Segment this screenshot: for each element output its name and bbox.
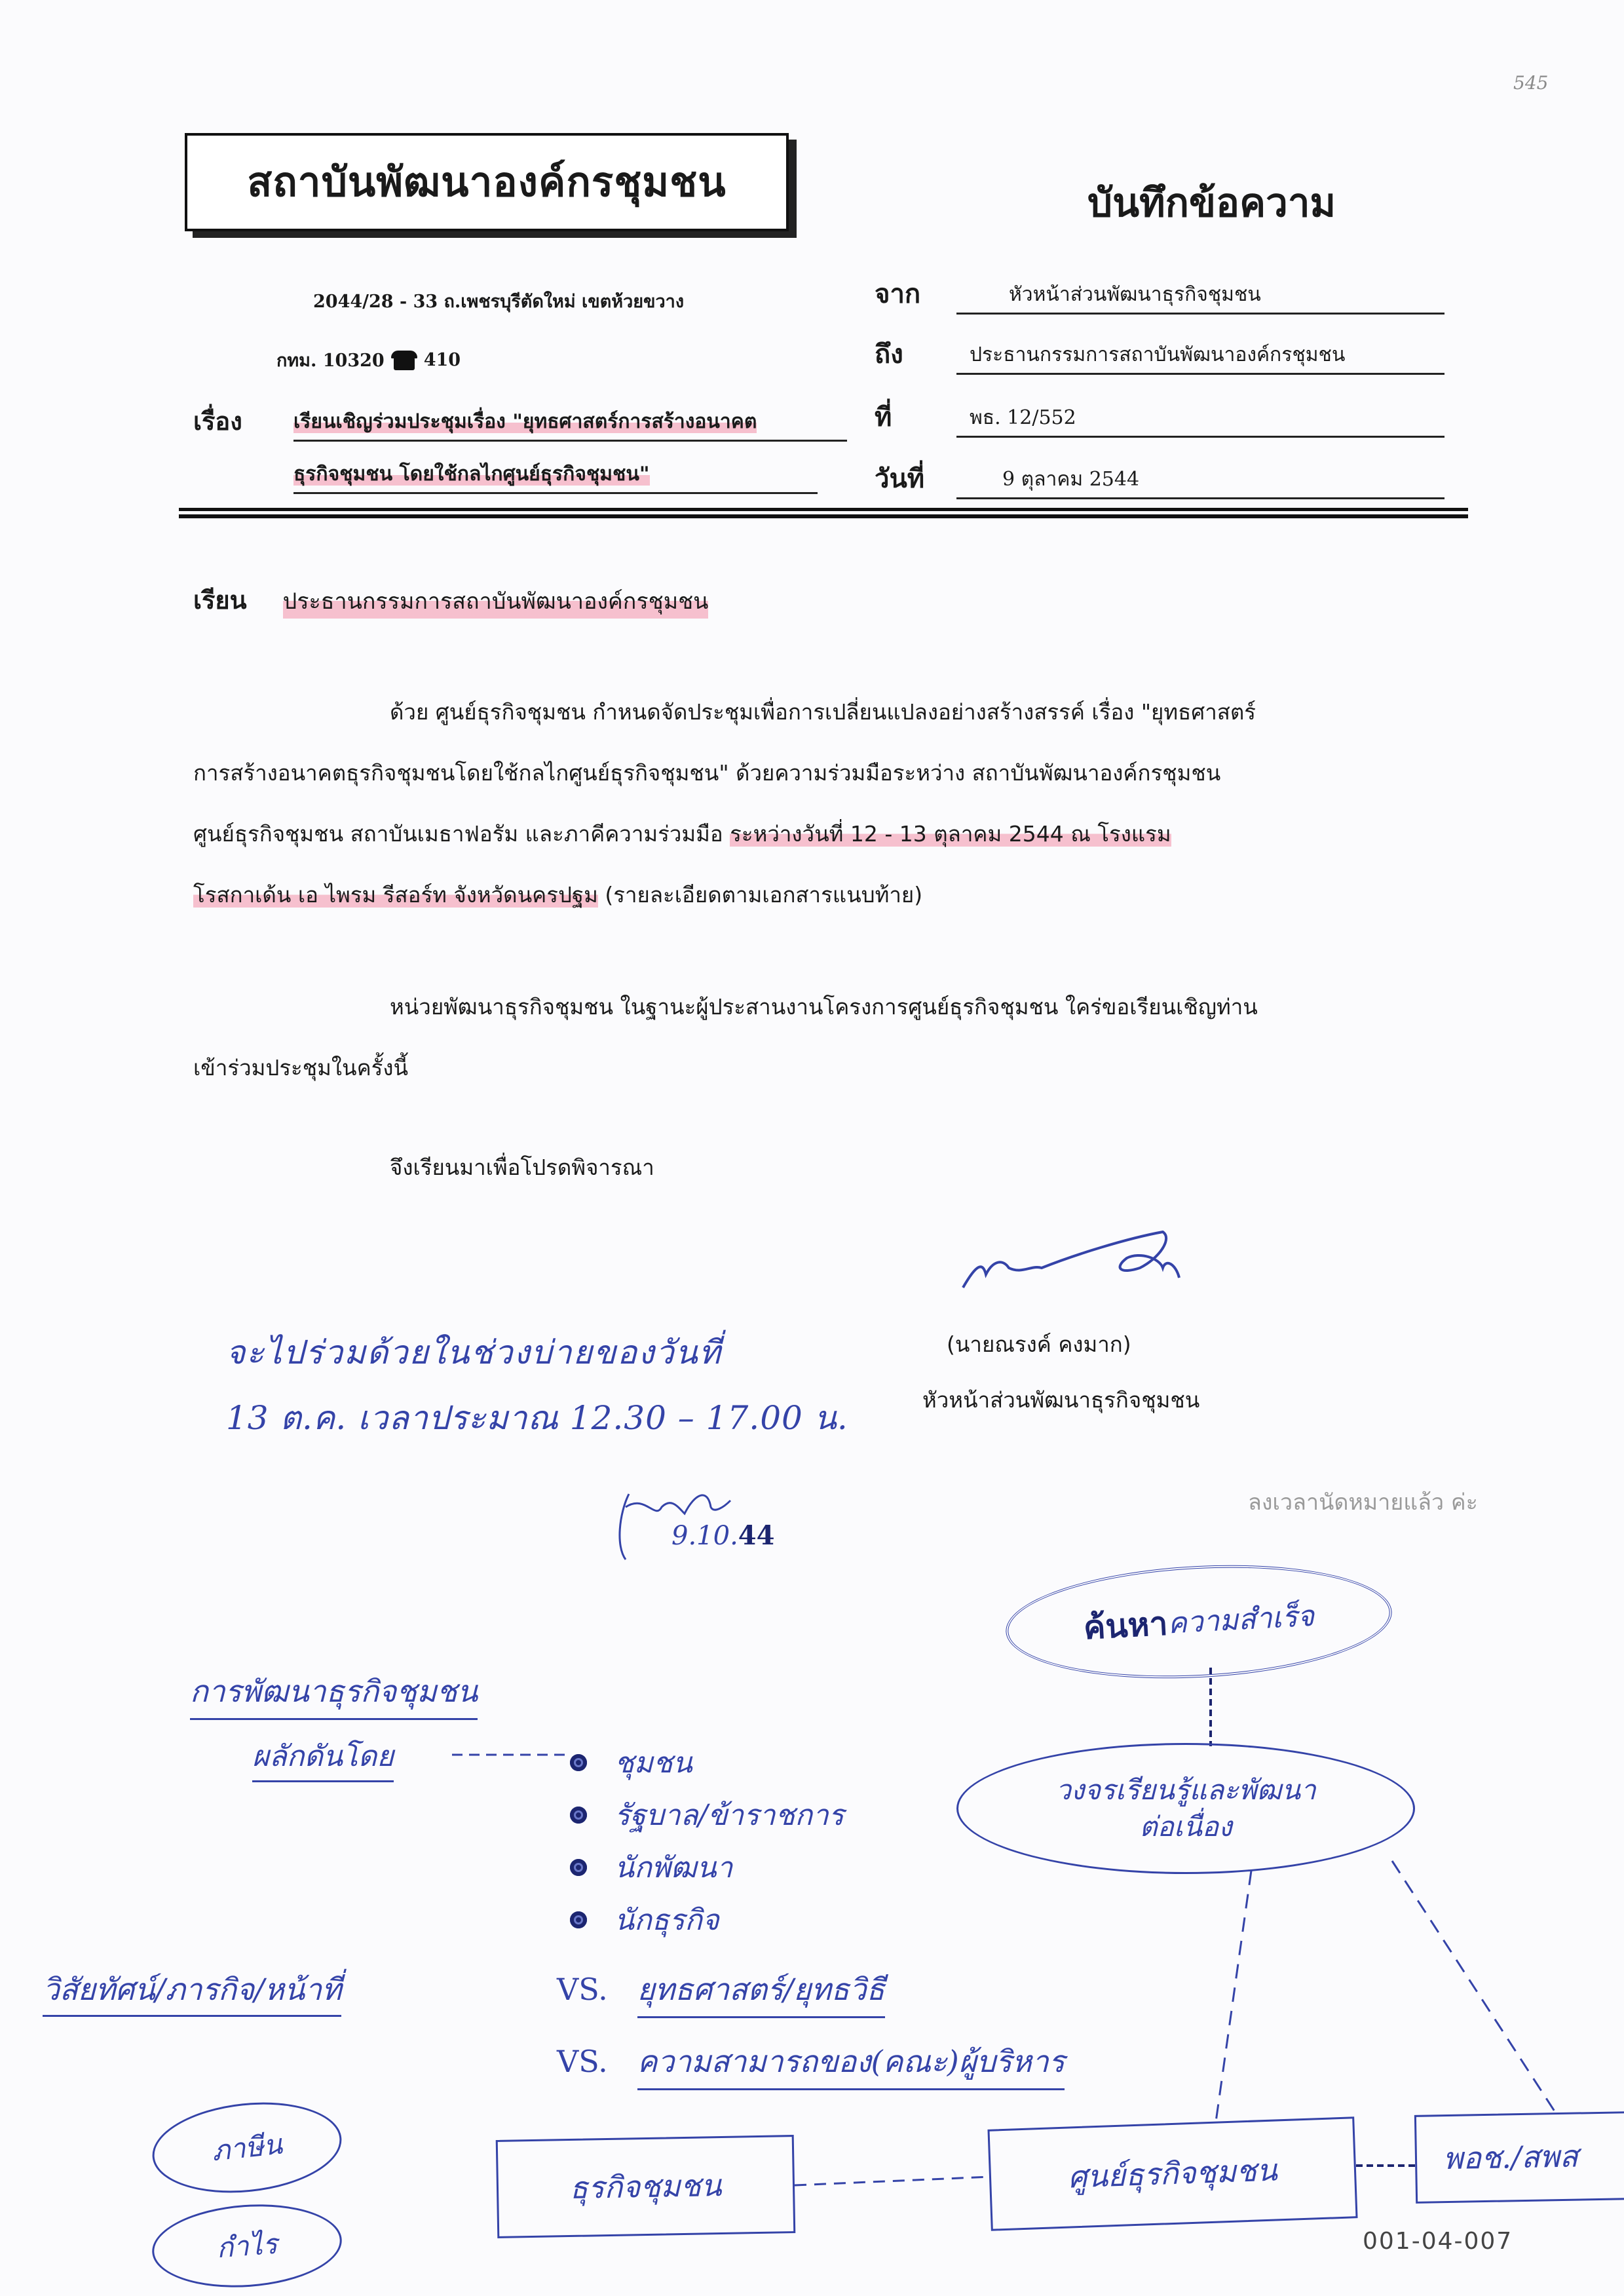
diagram-box-community-business: ธุรกิจชุมชน bbox=[496, 2135, 796, 2238]
vision-mission-label: วิสัยทัศน์/ภารกิจ/หน้าที่ bbox=[43, 1966, 341, 2017]
driver-bullet-list bbox=[570, 1736, 844, 1946]
subject-line-2 bbox=[293, 459, 818, 494]
bullet-icon bbox=[570, 1754, 587, 1771]
salutation bbox=[193, 580, 708, 620]
telephone-icon bbox=[391, 351, 417, 370]
text: หน่วยพัฒนาธุรกิจชุมชน ในฐานะผู้ประสานงานโครงการศูนย์ธุรกิจชุมชน ใคร่ขอเรียนเชิญท่าน bbox=[390, 994, 1258, 1020]
address-line-1: 2044/28 - 33 ถ.เพชรบุรีตัดใหม่ เขตห้วยขวาง bbox=[313, 292, 685, 312]
subject-line-1 bbox=[293, 406, 847, 442]
phone-extension: 410 bbox=[423, 350, 461, 370]
subject-text-2: ธุรกิจชุมชน โดยใช้กลไกศูนย์ธุรกิจชุมชน" bbox=[293, 463, 650, 486]
postal-code: กทม. 10320 bbox=[276, 351, 385, 371]
signatory-name: (นายณรงค์ คงมาก) bbox=[947, 1331, 1131, 1357]
date-prefix: 9.10. bbox=[671, 1521, 738, 1551]
bullet-icon bbox=[570, 1807, 587, 1824]
body-paragraph-1 bbox=[193, 681, 1454, 925]
diagram-oval-find-success bbox=[1003, 1556, 1395, 1688]
bullet-icon bbox=[570, 1911, 587, 1928]
vs-text: ยุทธศาสตร์/ยุทธวิธี bbox=[637, 1966, 885, 2018]
to-field bbox=[875, 335, 1445, 375]
subject-text-1: เรียนเชิญร่วมประชุมเรื่อง "ยุทธศาสตร์การสร้างอนาคต bbox=[293, 410, 757, 433]
date-year: 44 bbox=[738, 1520, 775, 1551]
paragraph-1-line-3 bbox=[193, 803, 1454, 864]
body-paragraph-2 bbox=[193, 976, 1454, 1098]
pencil-note: ลงเวลานัดหมายแล้ว ค่ะ bbox=[1248, 1489, 1478, 1516]
from-field bbox=[875, 275, 1445, 315]
initials-date bbox=[671, 1520, 774, 1551]
handwritten-note-line-1: จะไปร่วมด้วยในช่วงบ่ายของวันที่ bbox=[226, 1333, 722, 1371]
diagram-oval-learning-cycle bbox=[956, 1743, 1415, 1874]
date-field bbox=[875, 460, 1445, 499]
meeting-dates-highlight: ระหว่างวันที่ 12 - 13 ตุลาคม 2544 ณ โรงแรม bbox=[730, 821, 1171, 847]
list-item bbox=[570, 1894, 844, 1946]
date-value: 9 ตุลาคม 2544 bbox=[956, 464, 1445, 499]
circled-note-profit: กำไร bbox=[149, 2198, 345, 2293]
paragraph-1-line-2: การสร้างอนาคตธุรกิจชุมชนโดยใช้กลไกศูนย์ธุรกิจชุมชน" ด้วยความร่วมมือระหว่าง สถาบันพัฒนาองค์กรชุมชน bbox=[193, 760, 1221, 786]
from-value: หัวหน้าส่วนพัฒนาธุรกิจชุมชน bbox=[956, 279, 1445, 315]
reference-value: พธ. 12/552 bbox=[956, 402, 1445, 438]
paragraph-2-line-1 bbox=[193, 976, 1454, 1037]
text: ศูนย์ธุรกิจชุมชน สถาบันเมธาฟอรัม และภาคีความร่วมมือ bbox=[193, 821, 730, 847]
header-divider bbox=[179, 508, 1468, 518]
handwritten-note-line-2: 13 ต.ค. เวลาประมาณ 12.30 – 17.00 น. bbox=[226, 1399, 848, 1437]
date-label: วันที่ bbox=[875, 463, 925, 494]
list-item bbox=[570, 1789, 844, 1841]
document-code: 001-04-007 bbox=[1363, 2228, 1513, 2255]
signatory-title: หัวหน้าส่วนพัฒนาธุรกิจชุมชน bbox=[922, 1387, 1200, 1413]
organization-box bbox=[185, 133, 789, 231]
from-label: จาก bbox=[875, 278, 921, 309]
text: ด้วย ศูนย์ธุรกิจชุมชน กำหนดจัดประชุมเพื่อการเปลี่ยนแปลงอย่างสร้างสรรค์ เรื่อง "ยุทธศาสตร์ bbox=[390, 699, 1256, 725]
paragraph-1-line-1 bbox=[193, 681, 1454, 742]
reference-label: ที่ bbox=[875, 402, 892, 432]
address-line-2 bbox=[276, 346, 461, 374]
to-label: ถึง bbox=[875, 339, 903, 370]
vs-label: VS. bbox=[557, 1972, 608, 2007]
oval-mid-line-1: วงจรเรียนรู้และพัฒนา bbox=[1055, 1774, 1316, 1806]
paragraph-2-line-2: เข้าร่วมประชุมในครั้งนี้ bbox=[193, 1055, 409, 1081]
oval-mid-line-2: ต่อเนื่อง bbox=[1139, 1810, 1232, 1843]
bullet-text: นักธุรกิจ bbox=[614, 1904, 719, 1937]
vs-text: ความสามารถของ(คณะ)ผู้บริหาร bbox=[637, 2038, 1065, 2090]
to-value: ประธานกรรมการสถาบันพัฒนาองค์กรชุมชน bbox=[956, 339, 1445, 375]
vs-label: VS. bbox=[557, 2044, 608, 2079]
oval-top-rest: ความสำเร็จ bbox=[1167, 1599, 1315, 1641]
salutation-recipient: ประธานกรรมการสถาบันพัฒนาองค์กรชุมชน bbox=[283, 583, 709, 619]
bullet-text: ชุมชน bbox=[614, 1746, 692, 1780]
bullet-text: รัฐบาล/ข้าราชการ bbox=[614, 1799, 844, 1832]
bullet-icon bbox=[570, 1859, 587, 1876]
diagram-heading-driven-by: ผลักดันโดย bbox=[252, 1733, 394, 1782]
diagram-box-business-center: ศูนย์ธุรกิจชุมชน bbox=[987, 2116, 1357, 2230]
circled-note-1: ภาษีน bbox=[148, 2094, 347, 2202]
versus-management-capability bbox=[557, 2038, 1065, 2090]
diagram-heading-business-development: การพัฒนาธุรกิจชุมชน bbox=[190, 1668, 478, 1720]
closing-line: จึงเรียนมาเพื่อโปรดพิจารณา bbox=[390, 1155, 654, 1180]
diagram-box-codi: พอช./สพส bbox=[1414, 2111, 1624, 2204]
reference-field bbox=[875, 398, 1445, 438]
page-number-mark: 545 bbox=[1513, 72, 1549, 94]
list-item bbox=[570, 1841, 844, 1894]
oval-top-strong: ค้นหา bbox=[1082, 1603, 1169, 1647]
meeting-venue-highlight: โรสกาเด้น เอ ไพรม รีสอร์ท จังหวัดนครปฐม bbox=[193, 882, 598, 908]
memo-title: บันทึกข้อความ bbox=[1087, 180, 1336, 226]
versus-strategy bbox=[557, 1966, 885, 2018]
subject-label: เรื่อง bbox=[193, 406, 242, 436]
bullet-text: นักพัฒนา bbox=[614, 1851, 733, 1885]
salutation-label: เรียน bbox=[193, 585, 247, 615]
list-item bbox=[570, 1736, 844, 1789]
paragraph-1-line-4 bbox=[193, 864, 1454, 925]
text: (รายละเอียดตามเอกสารแนบท้าย) bbox=[597, 882, 923, 908]
organization-name: สถาบันพัฒนาองค์กรชุมชน bbox=[247, 158, 727, 206]
